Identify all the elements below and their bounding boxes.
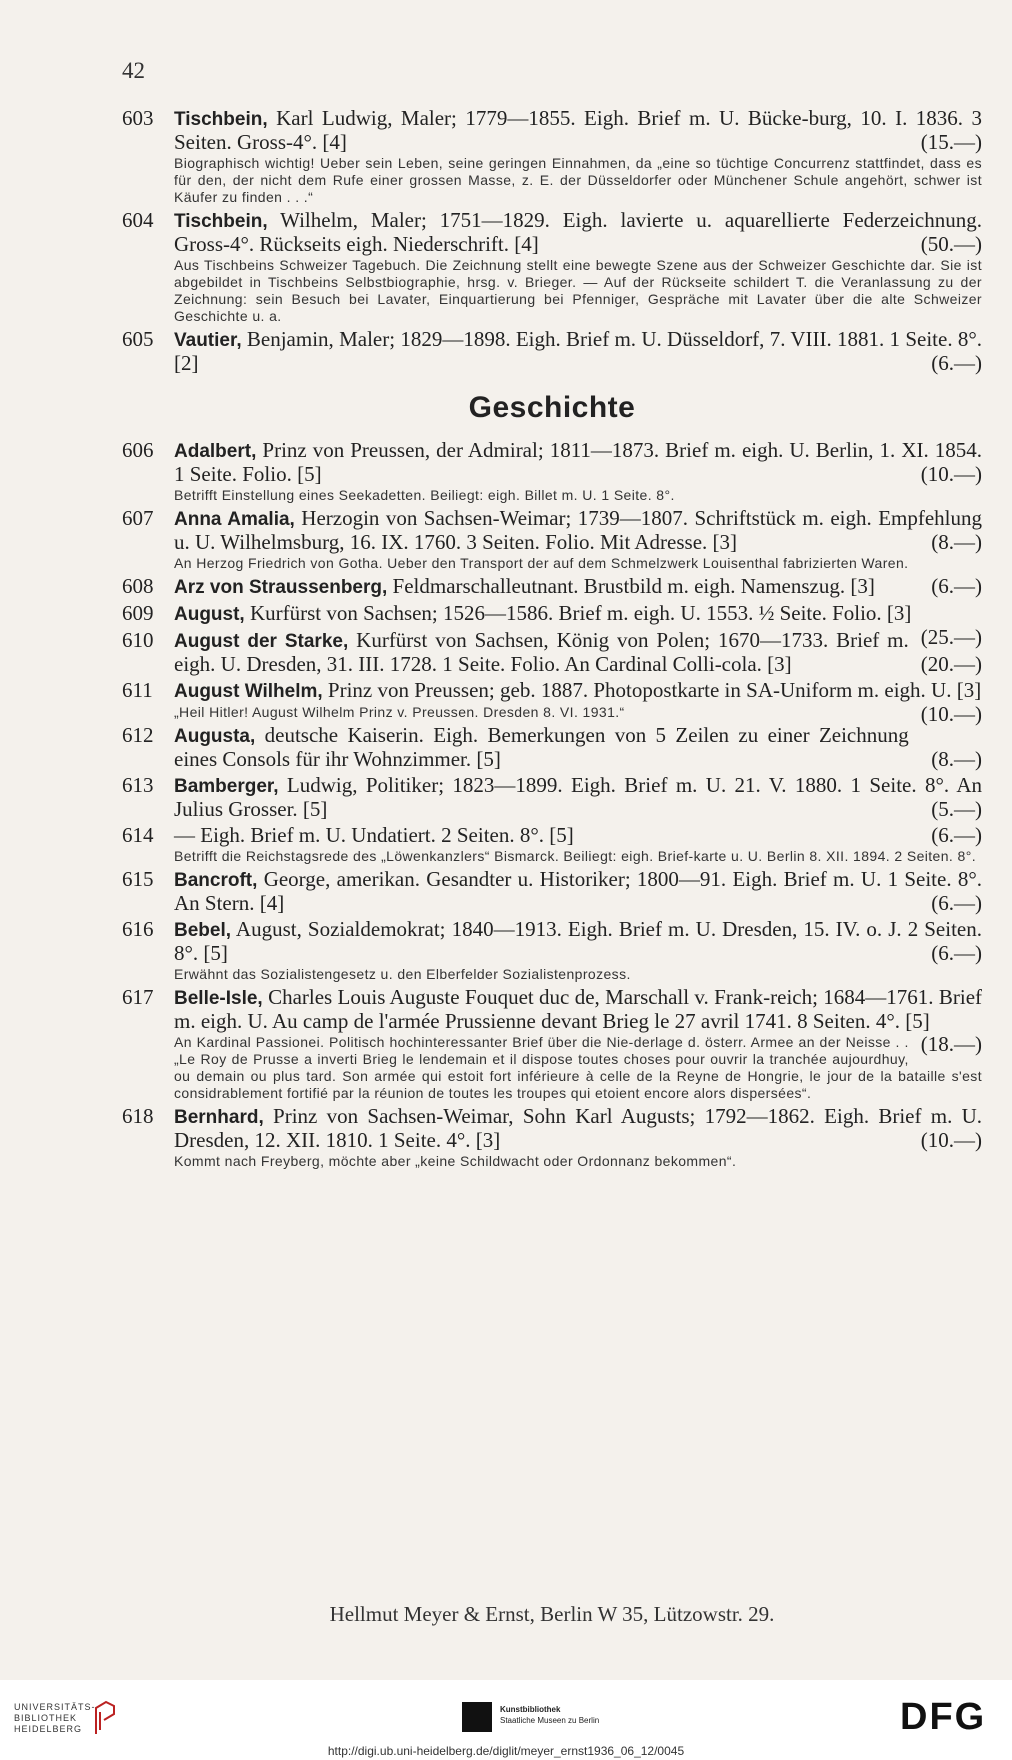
person-name: August, xyxy=(174,604,245,625)
catalog-entry xyxy=(122,328,982,375)
entry-note: „Heil Hitler! August Wilhelm Prinz v. Preussen. Dresden 8. VI. 1931.“ xyxy=(174,704,625,720)
entry-note: Aus Tischbeins Schweizer Tagebuch. Die Zeichnung stellt eine bewegte Szene aus der Schweizer Geschichte dar. Sie ist abgebildet in Tischbeins Selbstbiographie, hrsg. v. Brieger. — Auf der Rückseite schildert T. die Veranlassung zu der Zeichnung: sein Besuch bei Lavater, Einquartierung bei Pfenniger, Gespräche mit Lavater über die alte Schweizer Geschichte u. a. xyxy=(174,257,982,324)
entry-text: Prinz von Sachsen-Weimar, Sohn Karl Augusts; 1792—1862. Eigh. Brief m. U. Dresden, 12. XII. 1810. 1 Seite. 4°. [3] xyxy=(174,1104,983,1152)
price: (25.—) xyxy=(920,625,982,649)
person-name: Bamberger, xyxy=(174,776,279,797)
price: (6.—) xyxy=(931,891,982,915)
entry-text: August, Sozialdemokrat; 1840—1913. Eigh. Brief m. U. Dresden, 15. IV. o. J. 2 Seiten. 8°. [5] xyxy=(174,917,982,965)
entry-note: An Kardinal Passionei. Politisch hochinteressanter Brief über die Nie-derlage d. österr. Armee an der Neisse . . „Le Roy de Prusse a inverti Brieg le lendemain et il dispose toutes choses pour ouvrir la tranchée aujourdhuy, ou demain ou plus tard. Son armée qui estoit fort inférieure à celle de la Reyne de Hongrie, le jour de la bataille s'est considrablement fortifié par la réunion de toutes les troupes qui etoient encore alors dispersées“. xyxy=(174,1034,982,1101)
lot-number: 610 xyxy=(122,628,154,652)
entry-description xyxy=(174,507,982,554)
entry-text: Prinz von Preussen; geb. 1887. Photopostkarte in SA-Uniform m. eigh. U. [3] xyxy=(327,678,982,702)
entry-description xyxy=(174,985,983,1056)
kunstbibliothek-label xyxy=(500,1704,599,1726)
lot-number: 613 xyxy=(122,773,154,797)
entry-description xyxy=(174,439,982,486)
price: (50.—) xyxy=(920,232,982,256)
catalog-entries xyxy=(122,107,982,1173)
person-name: Belle-Isle, xyxy=(174,988,263,1009)
permalink[interactable]: http://digi.ub.uni-heidelberg.de/diglit/meyer_ernst1936_06_12/0045 xyxy=(327,1744,685,1758)
person-name: Tischbein, xyxy=(174,211,268,232)
price: (10.—) xyxy=(920,702,982,726)
catalog-entry xyxy=(122,629,982,676)
person-name: Bancroft, xyxy=(174,870,258,891)
catalog-entry xyxy=(122,678,982,726)
catalog-entry xyxy=(122,507,982,572)
catalog-entry xyxy=(122,107,982,206)
entries-before-heading xyxy=(122,107,982,375)
entry-text: deutsche Kaiserin. Eigh. Bemerkungen von 5 Zeilen zu einer Zeichnung eines Consols für ihr Wohnzimmer. [5] xyxy=(174,723,909,771)
kb-title: Kunstbibliothek xyxy=(500,1705,561,1714)
entry-description xyxy=(174,1105,982,1152)
entry-description xyxy=(174,575,982,599)
entry-text: Kurfürst von Sachsen; 1526—1586. Brief m. eigh. U. 1553. ½ Seite. Folio. [3] xyxy=(249,601,912,625)
catalog-entry xyxy=(122,1105,982,1170)
entry-description xyxy=(174,107,982,154)
entry-text: Prinz von Preussen, der Admiral; 1811—1873. Brief m. eigh. U. Berlin, 1. XI. 1854. 1 Seite. Folio. [5] xyxy=(174,438,983,486)
price: (6.—) xyxy=(931,574,982,598)
lot-number: 611 xyxy=(122,678,153,702)
person-name: Tischbein, xyxy=(174,109,268,130)
entry-text: — Eigh. Brief m. U. Undatiert. 2 Seiten. 8°. [5] xyxy=(174,823,574,847)
lot-number: 608 xyxy=(122,574,154,598)
catalog-entry xyxy=(122,439,982,504)
entry-text: Wilhelm, Maler; 1751—1829. Eigh. lavierte u. aquarellierte Federzeichnung. Gross-4°. Rückseits eigh. Niederschrift. [4] xyxy=(174,208,982,256)
price: (18.—) xyxy=(920,1032,982,1056)
entry-note: Kommt nach Freyberg, möchte aber „keine Schildwacht oder Ordonnanz bekommen“. xyxy=(174,1153,737,1169)
dfg-logo: DFG xyxy=(900,1696,987,1738)
viewer-footer xyxy=(0,1680,1012,1760)
person-name: Augusta, xyxy=(174,726,256,747)
price: (5.—) xyxy=(931,797,982,821)
library-logo-icon xyxy=(92,1700,118,1736)
entry-description xyxy=(174,824,982,847)
entry-description xyxy=(174,868,982,915)
lot-number: 615 xyxy=(122,867,154,891)
section-heading: Geschichte xyxy=(468,391,636,424)
entry-description xyxy=(174,724,982,771)
entry-description xyxy=(174,328,982,375)
lot-number: 612 xyxy=(122,723,154,747)
entry-note: Erwähnt das Sozialistengesetz u. den Elberfelder Sozialistenprozess. xyxy=(174,966,631,982)
price: (20.—) xyxy=(920,652,982,676)
price: (10.—) xyxy=(920,462,982,486)
kb-subtitle: Staatliche Museen zu Berlin xyxy=(500,1716,600,1725)
catalog-entry xyxy=(122,986,982,1102)
price: (6.—) xyxy=(931,941,982,965)
entry-text: Feldmarschalleutnant. Brustbild m. eigh. Namenszug. [3] xyxy=(392,574,875,598)
entry-text: Ludwig, Politiker; 1823—1899. Eigh. Brief m. U. 21. V. 1880. 1 Seite. 8°. An Julius Grosser. [5] xyxy=(174,773,983,821)
lot-number: 604 xyxy=(122,208,154,232)
entry-text: Kurfürst von Sachsen, König von Polen; 1670—1733. Brief m. eigh. U. Dresden, 31. III. 1728. 1 Seite. Folio. An Cardinal Colli-cola. [3] xyxy=(174,628,909,676)
person-name: August Wilhelm, xyxy=(174,681,323,702)
lot-number: 606 xyxy=(122,438,154,462)
page-number: 42 xyxy=(122,58,145,83)
price: (8.—) xyxy=(931,747,982,771)
person-name: Vautier, xyxy=(174,330,242,351)
price: (10.—) xyxy=(920,1128,982,1152)
entry-description xyxy=(174,629,982,676)
entry-note: An Herzog Friedrich von Gotha. Ueber den Transport der auf dem Schmelzwerk Louisenthal fabrizierten Waren. xyxy=(174,555,909,571)
catalog-entry xyxy=(122,824,982,865)
entry-note: Biographisch wichtig! Ueber sein Leben, seine geringen Einnahmen, da „eine so tüchtige Concurrenz stattfindet, dass es für den, der nicht dem Rufe einer grossen Masse, z. E. der Düsseldorfer oder Münchener Schule angehört, schwer ist Käufer zu finden . . .“ xyxy=(174,155,982,205)
person-name: Anna Amalia, xyxy=(174,509,295,530)
library-line: UNIVERSITÄTS- xyxy=(14,1702,96,1712)
lot-number: 605 xyxy=(122,327,154,351)
entry-description xyxy=(174,774,982,821)
kunstbibliothek-logo-icon xyxy=(462,1702,492,1732)
entries-after-heading xyxy=(122,439,982,1170)
person-name: Arz von Straussenberg, xyxy=(174,577,388,598)
entry-text: George, amerikan. Gesandter u. Historiker; 1800—91. Eigh. Brief m. U. 1 Seite. 8°. An Stern. [4] xyxy=(174,867,983,915)
lot-number: 617 xyxy=(122,985,154,1009)
price: (8.—) xyxy=(931,530,982,554)
catalog-entry xyxy=(122,918,982,983)
lot-number: 618 xyxy=(122,1104,154,1128)
lot-number: 614 xyxy=(122,823,154,847)
lot-number: 603 xyxy=(122,106,154,130)
price: (15.—) xyxy=(920,130,982,154)
lot-number: 616 xyxy=(122,917,154,941)
library-line: HEIDELBERG xyxy=(14,1724,83,1734)
entry-description xyxy=(174,209,982,256)
person-name: August der Starke, xyxy=(174,631,349,652)
person-name: Bernhard, xyxy=(174,1107,264,1128)
price: (6.—) xyxy=(931,351,982,375)
price: (6.—) xyxy=(931,823,982,847)
entry-note: Betrifft die Reichstagsrede des „Löwenkanzlers“ Bismarck. Beiliegt: eigh. Brief-karte u. U. Berlin 8. XII. 1894. 2 Seiten. 8°. xyxy=(174,848,976,864)
person-name: Adalbert, xyxy=(174,441,257,462)
catalog-entry xyxy=(122,868,982,915)
lot-number: 607 xyxy=(122,506,154,530)
entry-description xyxy=(174,918,982,965)
publisher-line: Hellmut Meyer & Ernst, Berlin W 35, Lützowstr. 29. xyxy=(329,1602,775,1626)
library-line: BIBLIOTHEK xyxy=(14,1713,78,1723)
catalog-entry xyxy=(122,774,982,821)
person-name: Bebel, xyxy=(174,920,232,941)
entry-text: Benjamin, Maler; 1829—1898. Eigh. Brief m. U. Düsseldorf, 7. VIII. 1881. 1 Seite. 8°. [2] xyxy=(174,327,982,375)
catalog-entry xyxy=(122,724,982,771)
entry-text: Karl Ludwig, Maler; 1779—1855. Eigh. Brief m. U. Bücke-burg, 10. I. 1836. 3 Seiten. Gross-4°. [4] xyxy=(174,106,983,154)
lot-number: 609 xyxy=(122,601,154,625)
entry-text: Herzogin von Sachsen-Weimar; 1739—1807. Schriftstück m. eigh. Empfehlung u. U. Wilhelmsburg, 16. IX. 1760. 3 Seiten. Folio. Mit Adresse. [3] xyxy=(174,506,982,554)
entry-note: Betrifft Einstellung eines Seekadetten. Beiliegt: eigh. Billet m. U. 1 Seite. 8°. xyxy=(174,487,675,503)
catalog-entry xyxy=(122,575,982,599)
catalog-entry xyxy=(122,209,982,325)
library-label xyxy=(14,1702,96,1735)
entry-text: Charles Louis Auguste Fouquet duc de, Marschall v. Frank-reich; 1684—1761. Brief m. eigh. U. Au camp de l'armée Prussienne devant Brieg le 27 avril 1741. 8 Seiten. 4°. [5] xyxy=(174,985,983,1033)
